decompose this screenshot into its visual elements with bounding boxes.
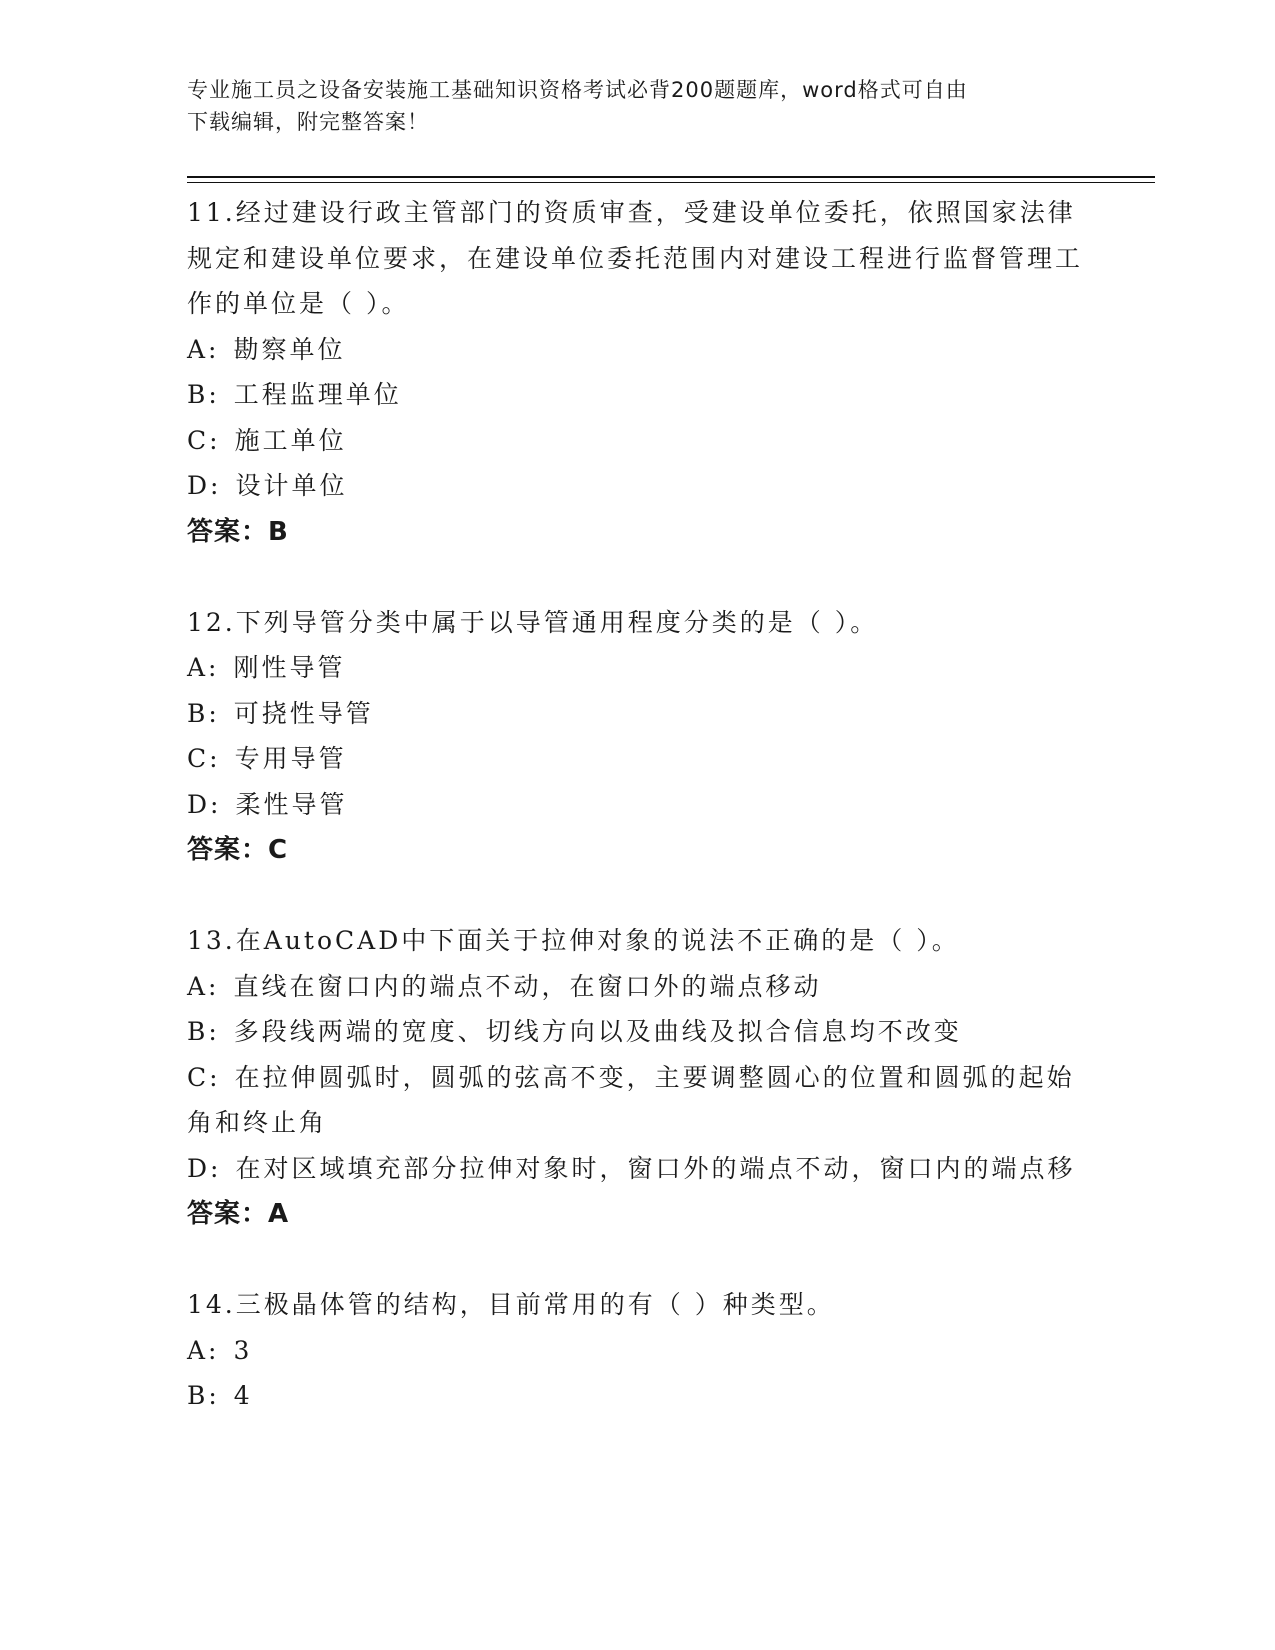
- option-c: [187, 736, 1087, 782]
- answer: 答案：A: [187, 1199, 290, 1229]
- question-14: [187, 1282, 1087, 1419]
- document-header: [187, 74, 1067, 138]
- option-text: 3: [233, 1335, 253, 1365]
- option-text: 可挠性导管: [233, 698, 374, 728]
- question-text: [187, 600, 1087, 646]
- option-key: C:: [187, 425, 221, 455]
- option-key: B:: [187, 380, 220, 409]
- option-a: [187, 964, 1087, 1010]
- option-text: 直线在窗口内的端点不动，在窗口外的端点移动: [233, 971, 822, 1001]
- option-text: 专用导管: [234, 744, 347, 773]
- question-text: [187, 190, 1087, 327]
- option-text: 工程监理单位: [233, 380, 402, 409]
- question-number: 14.: [187, 1290, 236, 1319]
- option-b: [187, 372, 1087, 418]
- answer: 答案：C: [187, 835, 289, 865]
- header-rule-thick: [187, 176, 1155, 178]
- option-d: [187, 463, 1087, 509]
- question-body: 下列导管分类中属于以导管通用程度分类的是（ ）。: [235, 607, 879, 637]
- question-body: 经过建设行政主管部门的资质审查，受建设单位委托，依照国家法律规定和建设单位要求，在建设单位委托范围内对建设工程进行监督管理工作的单位是（ ）。: [187, 198, 1084, 318]
- option-key: D:: [187, 789, 222, 819]
- option-c: [187, 418, 1087, 464]
- header-rule-thin: [187, 182, 1155, 183]
- option-key: A:: [187, 1335, 220, 1365]
- option-text: 施工单位: [234, 425, 347, 455]
- question-text: [187, 918, 1087, 964]
- option-text: 在对区域填充部分拉伸对象时，窗口外的端点不动，窗口内的端点移: [235, 1153, 1076, 1183]
- option-text: 在拉伸圆弧时，圆弧的弦高不变，主要调整圆心的位置和圆弧的起始角和终止角: [187, 1062, 1075, 1137]
- option-c: [187, 1055, 1087, 1146]
- option-key: C:: [187, 1062, 221, 1092]
- option-b: [187, 1009, 1087, 1055]
- option-a: [187, 645, 1087, 691]
- question-number: 12.: [187, 607, 236, 637]
- option-key: D:: [187, 471, 222, 500]
- option-key: D:: [187, 1153, 222, 1183]
- question-list: [187, 190, 1087, 1419]
- option-key: B:: [187, 698, 220, 728]
- question-11: [187, 190, 1087, 555]
- header-line-1: 专业施工员之设备安装施工基础知识资格考试必背200题题库，word格式可自由: [187, 78, 968, 102]
- question-body: 在AutoCAD中下面关于拉伸对象的说法不正确的是（ ）。: [235, 926, 960, 955]
- option-a: [187, 1328, 1087, 1374]
- question-12: [187, 600, 1087, 874]
- option-key: B:: [187, 1381, 220, 1410]
- option-b: [187, 1373, 1087, 1419]
- option-a: [187, 327, 1087, 373]
- option-text: 勘察单位: [233, 334, 346, 364]
- option-d: [187, 782, 1087, 828]
- question-number: 13.: [187, 926, 236, 955]
- header-line-2: 下载编辑，附完整答案！: [187, 110, 429, 134]
- option-text: 设计单位: [235, 471, 348, 500]
- option-key: A:: [187, 653, 220, 682]
- option-text: 柔性导管: [235, 789, 348, 819]
- option-key: A:: [187, 971, 220, 1001]
- option-text: 4: [233, 1381, 253, 1410]
- question-13: [187, 918, 1087, 1237]
- option-key: A:: [187, 334, 220, 364]
- option-key: C:: [187, 744, 221, 773]
- option-d: [187, 1146, 1087, 1192]
- option-key: B:: [187, 1017, 220, 1046]
- option-text: 多段线两端的宽度、切线方向以及曲线及拟合信息均不改变: [233, 1017, 962, 1046]
- question-body: 三极晶体管的结构，目前常用的有（ ）种类型。: [235, 1290, 835, 1319]
- answer: 答案：B: [187, 516, 289, 547]
- option-text: 刚性导管: [233, 653, 346, 682]
- option-b: [187, 691, 1087, 737]
- question-text: [187, 1282, 1087, 1328]
- question-number: 11.: [187, 198, 236, 227]
